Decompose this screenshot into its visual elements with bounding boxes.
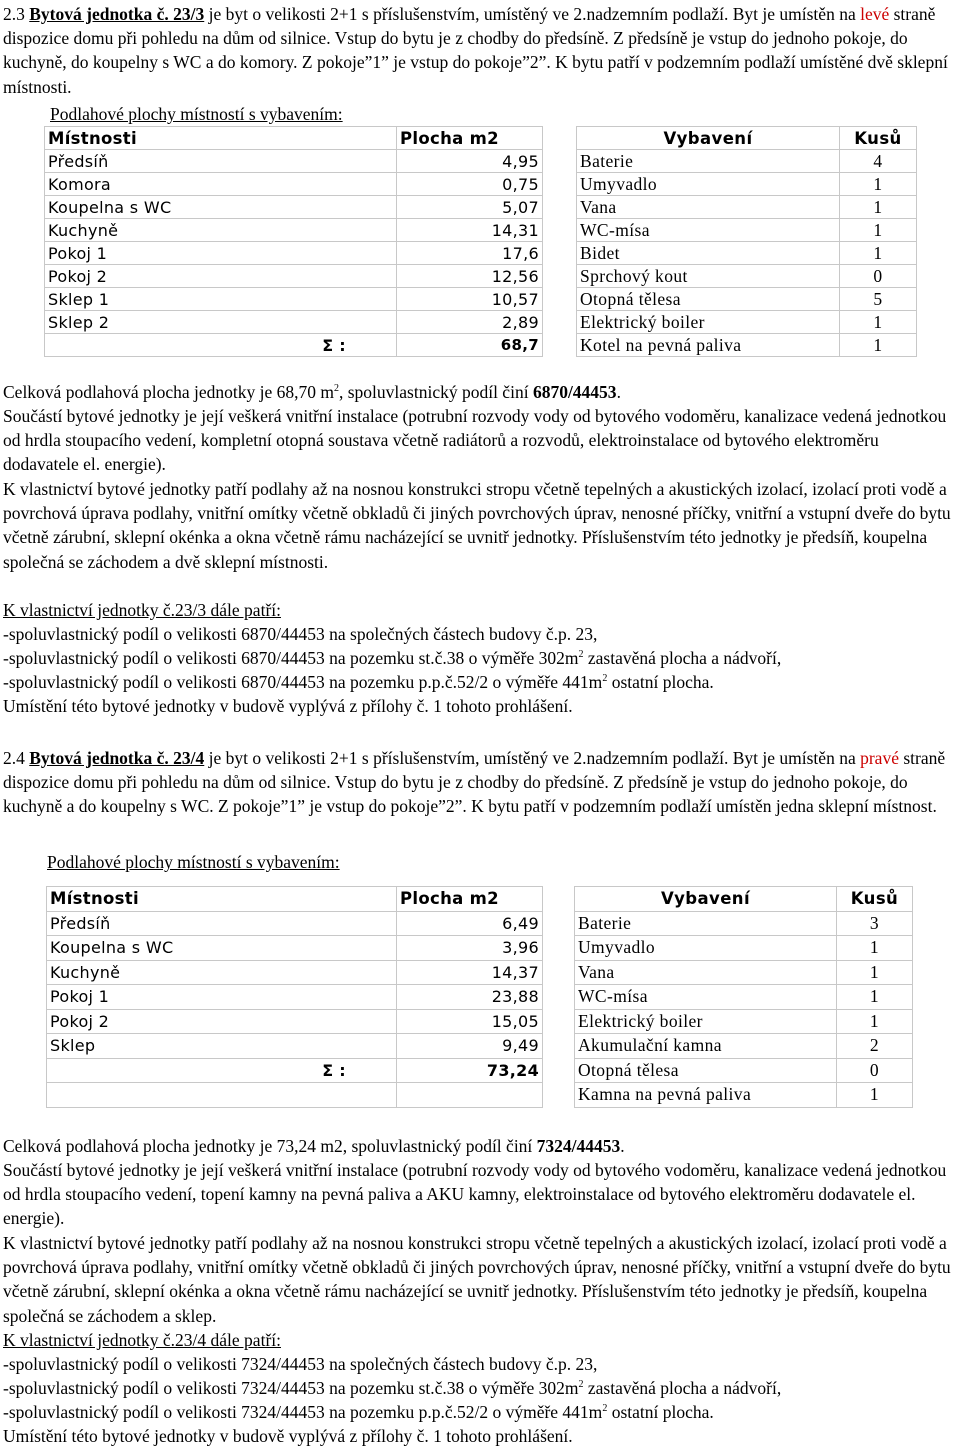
room-area: 14,37 <box>397 960 543 985</box>
location-text: Umístění této bytové jednotky v budově vyplývá z přílohy č. 1 tohoto prohlášení. <box>3 1426 573 1446</box>
equipment-count: 1 <box>840 196 917 219</box>
equipment-name: Kotel na pevná paliva <box>577 334 840 357</box>
equipment-name: Baterie <box>575 911 837 936</box>
equipment-header-name: Vybavení <box>575 887 837 912</box>
table-row <box>45 196 543 219</box>
table-header-row <box>575 887 913 912</box>
table-header-row <box>577 127 917 150</box>
unit-23-3-title: Bytová jednotka č. 23/3 <box>29 4 205 24</box>
superscript: 2 <box>602 1403 608 1414</box>
rooms-header-name: Místnosti <box>47 887 397 912</box>
equipment-count: 0 <box>840 265 917 288</box>
room-name: Předsíň <box>45 150 397 173</box>
room-name: Kuchyně <box>47 960 397 985</box>
sum-row <box>45 334 543 357</box>
table-row <box>45 150 543 173</box>
room-name: Komora <box>45 173 397 196</box>
ownership-share: 6870/44453 <box>532 382 617 402</box>
room-name: Pokoj 2 <box>45 265 397 288</box>
table-row <box>577 242 917 265</box>
equipment-name: Umyvadlo <box>575 936 837 961</box>
table-row <box>575 1058 913 1083</box>
room-area: 2,89 <box>397 311 543 334</box>
empty-cell <box>47 1083 397 1108</box>
table-row <box>45 288 543 311</box>
table-header-row <box>45 127 543 150</box>
installations-text: Součástí bytové jednotky je její veškerá vnitřní instalace (potrubní rozvody vody od bytového vodoměru, kanalizace vedená jednotkou od hrdla stoupacího vedení, kompletní otopná soustava včetně radiátorů a rozvodů, elektroinstalace od bytového elektroměru dodavatele el. energie). <box>3 406 947 475</box>
ownership-share: 7324/44453 <box>536 1136 621 1156</box>
superscript: 2 <box>602 673 608 684</box>
equipment-name: Sprchový kout <box>577 265 840 288</box>
sum-value: 68,7 <box>397 334 543 357</box>
equipment-name: Vana <box>577 196 840 219</box>
equipment-name: Umyvadlo <box>577 173 840 196</box>
table-row <box>577 173 917 196</box>
equipment-name: Elektrický boiler <box>577 311 840 334</box>
rooms-table <box>46 886 543 1108</box>
sum-row <box>47 1058 543 1083</box>
table-header-row <box>47 887 543 912</box>
equipment-count: 4 <box>840 150 917 173</box>
room-area: 3,96 <box>397 936 543 961</box>
equipment-name: Vana <box>575 960 837 985</box>
room-area: 10,57 <box>397 288 543 311</box>
table-row <box>575 1034 913 1059</box>
room-name: Koupelna s WC <box>47 936 397 961</box>
table-row <box>577 196 917 219</box>
total-text: . <box>616 382 621 402</box>
unit-23-4-intro <box>3 746 955 819</box>
room-area: 15,05 <box>397 1009 543 1034</box>
rooms-header-name: Místnosti <box>45 127 397 150</box>
intro-text: je byt o velikosti 2+1 s příslušenstvím, umístěný ve 2.nadzemním podlaží. Byt je umístěn na <box>204 748 861 768</box>
table-row <box>575 960 913 985</box>
table-row <box>575 936 913 961</box>
total-text: , spoluvlastnický podíl činí <box>338 382 533 402</box>
intro-text: straně dispozice domu při pohledu na dům od silnice. Vstup do bytu je z chodby do předsíně. Z předsíně je vstup do jednoho pokoje, do kuchyně a do koupelny s WC. Z pokoje”1” je vstup do pokoje”2”. K bytu patří v podzemním podlaží umístěn jedna sklepní místnost. <box>3 748 946 817</box>
side-highlight: pravé <box>860 748 899 768</box>
table-row <box>575 1009 913 1034</box>
table-row <box>575 985 913 1010</box>
share-line <box>3 1376 955 1400</box>
share-line <box>3 1400 955 1424</box>
section-number: 2.4 <box>3 748 30 768</box>
further-ownership-heading: K vlastnictví jednotky č.23/3 dále patří: <box>3 600 281 620</box>
room-area: 12,56 <box>397 265 543 288</box>
rooms-table <box>44 126 543 357</box>
total-text: Celková podlahová plocha jednotky je 68,70 m <box>3 382 334 402</box>
total-text: . <box>620 1136 625 1156</box>
room-name: Koupelna s WC <box>45 196 397 219</box>
table-row <box>577 288 917 311</box>
table-row <box>45 242 543 265</box>
room-name: Pokoj 1 <box>45 242 397 265</box>
equipment-count: 1 <box>837 936 913 961</box>
location-text: Umístění této bytové jednotky v budově vyplývá z přílohy č. 1 tohoto prohlášení. <box>3 696 573 716</box>
equipment-count: 1 <box>837 1009 913 1034</box>
share-text: -spoluvlastnický podíl o velikosti 6870/44453 na pozemku p.p.č.52/2 o výměře 441m <box>3 672 603 692</box>
table-row <box>577 334 917 357</box>
rooms-header-area: Plocha m2 <box>397 887 543 912</box>
room-area: 9,49 <box>397 1034 543 1059</box>
equipment-name: Elektrický boiler <box>575 1009 837 1034</box>
equipment-count: 1 <box>840 334 917 357</box>
side-highlight: levé <box>860 4 890 24</box>
empty-cell <box>397 1083 543 1108</box>
room-name: Předsíň <box>47 911 397 936</box>
equipment-count: 0 <box>837 1058 913 1083</box>
table-row <box>575 1083 913 1108</box>
room-name: Pokoj 2 <box>47 1009 397 1034</box>
room-name: Sklep <box>47 1034 397 1059</box>
intro-text: straně dispozice domu při pohledu na dům od silnice. Vstup do bytu je z chodby do předsíně. Z předsíně je vstup do jednoho pokoje, do kuchyně, do koupelny s WC a do komory. Z pokoje”1” je vstup do pokoje”2”. K bytu patří v podzemním podlaží umístěné dvě sklepní místnosti. <box>3 4 948 97</box>
equipment-count: 1 <box>837 1083 913 1108</box>
equipment-count: 3 <box>837 911 913 936</box>
sum-value: 73,24 <box>397 1058 543 1083</box>
equipment-name: Otopná tělesa <box>577 288 840 311</box>
equipment-count: 1 <box>840 173 917 196</box>
equipment-name: Baterie <box>577 150 840 173</box>
table-row <box>577 265 917 288</box>
section-number: 2.3 <box>3 4 30 24</box>
sum-label: Σ : <box>47 1058 397 1083</box>
equipment-count: 1 <box>840 219 917 242</box>
floor-areas-heading: Podlahové plochy místností s vybavením: <box>50 104 343 124</box>
equipment-count: 2 <box>837 1034 913 1059</box>
table-row <box>47 911 543 936</box>
equipment-count: 1 <box>840 242 917 265</box>
share-text: -spoluvlastnický podíl o velikosti 6870/44453 na pozemku st.č.38 o výměře 302m <box>3 648 579 668</box>
room-area: 0,75 <box>397 173 543 196</box>
total-area-line <box>3 1134 955 1158</box>
share-line <box>3 670 955 694</box>
room-area: 4,95 <box>397 150 543 173</box>
share-line: -spoluvlastnický podíl o velikosti 7324/44453 na společných částech budovy č.p. 23, <box>3 1354 598 1374</box>
superscript: 2 <box>578 649 584 660</box>
equipment-table <box>574 886 913 1108</box>
table-row <box>47 1009 543 1034</box>
room-name: Sklep 1 <box>45 288 397 311</box>
share-text: -spoluvlastnický podíl o velikosti 7324/44453 na pozemku st.č.38 o výměře 302m <box>3 1378 579 1398</box>
room-name: Pokoj 1 <box>47 985 397 1010</box>
floor-areas-heading: Podlahové plochy místností s vybavením: <box>47 852 340 872</box>
equipment-count: 1 <box>837 960 913 985</box>
equipment-name: Bidet <box>577 242 840 265</box>
installations-text: Součástí bytové jednotky je její veškerá vnitřní instalace (potrubní rozvody vody od bytového vodoměru, kanalizace vedená jednotkou od hrdla stoupacího vedení, topení kamny na pevná paliva a AKU kamny, elektroinstalace od bytového elektroměru dodavatele el. energie). <box>3 1160 947 1229</box>
equipment-name: Kamna na pevná paliva <box>575 1083 837 1108</box>
room-area: 23,88 <box>397 985 543 1010</box>
unit-23-3-intro <box>3 2 955 99</box>
equipment-count: 1 <box>837 985 913 1010</box>
sum-label: Σ : <box>45 334 397 357</box>
share-text: -spoluvlastnický podíl o velikosti 7324/44453 na pozemku p.p.č.52/2 o výměře 441m <box>3 1402 603 1422</box>
share-text: ostatní plocha. <box>607 1402 714 1422</box>
table-row <box>575 911 913 936</box>
table-row <box>45 265 543 288</box>
table-row <box>45 219 543 242</box>
equipment-name: Otopná tělesa <box>575 1058 837 1083</box>
table-row <box>577 311 917 334</box>
table-row <box>577 150 917 173</box>
share-text: zastavěná plocha a nádvoří, <box>583 1378 782 1398</box>
superscript: 2 <box>333 383 339 394</box>
room-name: Kuchyně <box>45 219 397 242</box>
equipment-count: 1 <box>840 311 917 334</box>
equipment-name: WC-mísa <box>577 219 840 242</box>
superscript: 2 <box>578 1379 584 1390</box>
equipment-name: WC-mísa <box>575 985 837 1010</box>
empty-row <box>47 1083 543 1108</box>
total-area-line <box>3 380 955 404</box>
table-row <box>577 219 917 242</box>
further-ownership-heading: K vlastnictví jednotky č.23/4 dále patří: <box>3 1330 281 1350</box>
equipment-count: 5 <box>840 288 917 311</box>
table-row <box>47 936 543 961</box>
table-row <box>47 985 543 1010</box>
ownership-text: K vlastnictví bytové jednotky patří podlahy až na nosnou konstrukci stropu včetně tepelných a akustických izolací, izolací proti vodě a povrchová úprava podlahy, vnitřní omítky včetně obkladů či jiných povrchových úprav, nenosné příčky, vnitřní a vstupní dveře do bytu včetně zárubní, sklepní okénka a okna včetně rámu nacházející se uvnitř jednotky. Příslušenstvím této jednotky je předsíň, koupelna společná se záchodem a dvě sklepní místnosti. <box>3 479 951 572</box>
table-row <box>45 173 543 196</box>
intro-text: je byt o velikosti 2+1 s příslušenstvím, umístěný ve 2.nadzemním podlaží. Byt je umístěn na <box>204 4 861 24</box>
equipment-header-count: Kusů <box>837 887 913 912</box>
room-area: 6,49 <box>397 911 543 936</box>
room-name: Sklep 2 <box>45 311 397 334</box>
rooms-header-area: Plocha m2 <box>397 127 543 150</box>
table-row <box>45 311 543 334</box>
room-area: 5,07 <box>397 196 543 219</box>
total-text: Celková podlahová plocha jednotky je 73,24 m2, spoluvlastnický podíl činí <box>3 1136 537 1156</box>
equipment-header-count: Kusů <box>840 127 917 150</box>
share-text: ostatní plocha. <box>607 672 714 692</box>
share-text: zastavěná plocha a nádvoří, <box>583 648 782 668</box>
table-row <box>47 1034 543 1059</box>
room-area: 14,31 <box>397 219 543 242</box>
share-line <box>3 646 955 670</box>
room-area: 17,6 <box>397 242 543 265</box>
equipment-table <box>576 126 917 357</box>
share-line: -spoluvlastnický podíl o velikosti 6870/44453 na společných částech budovy č.p. 23, <box>3 624 598 644</box>
equipment-header-name: Vybavení <box>577 127 840 150</box>
ownership-text: K vlastnictví bytové jednotky patří podlahy až na nosnou konstrukci stropu včetně tepelných a akustických izolací, izolací proti vodě a povrchová úprava podlahy, vnitřní omítky včetně obkladů či jiných povrchových úprav, nenosné příčky, vnitřní a vstupní dveře do bytu včetně zárubní, sklepní okénka a okna včetně rámu nacházející se uvnitř jednotky. Příslušenstvím této jednotky je předsíň, koupelna společná se záchodem a sklep. <box>3 1233 951 1326</box>
table-row <box>47 960 543 985</box>
equipment-name: Akumulační kamna <box>575 1034 837 1059</box>
unit-23-4-title: Bytová jednotka č. 23/4 <box>29 748 205 768</box>
